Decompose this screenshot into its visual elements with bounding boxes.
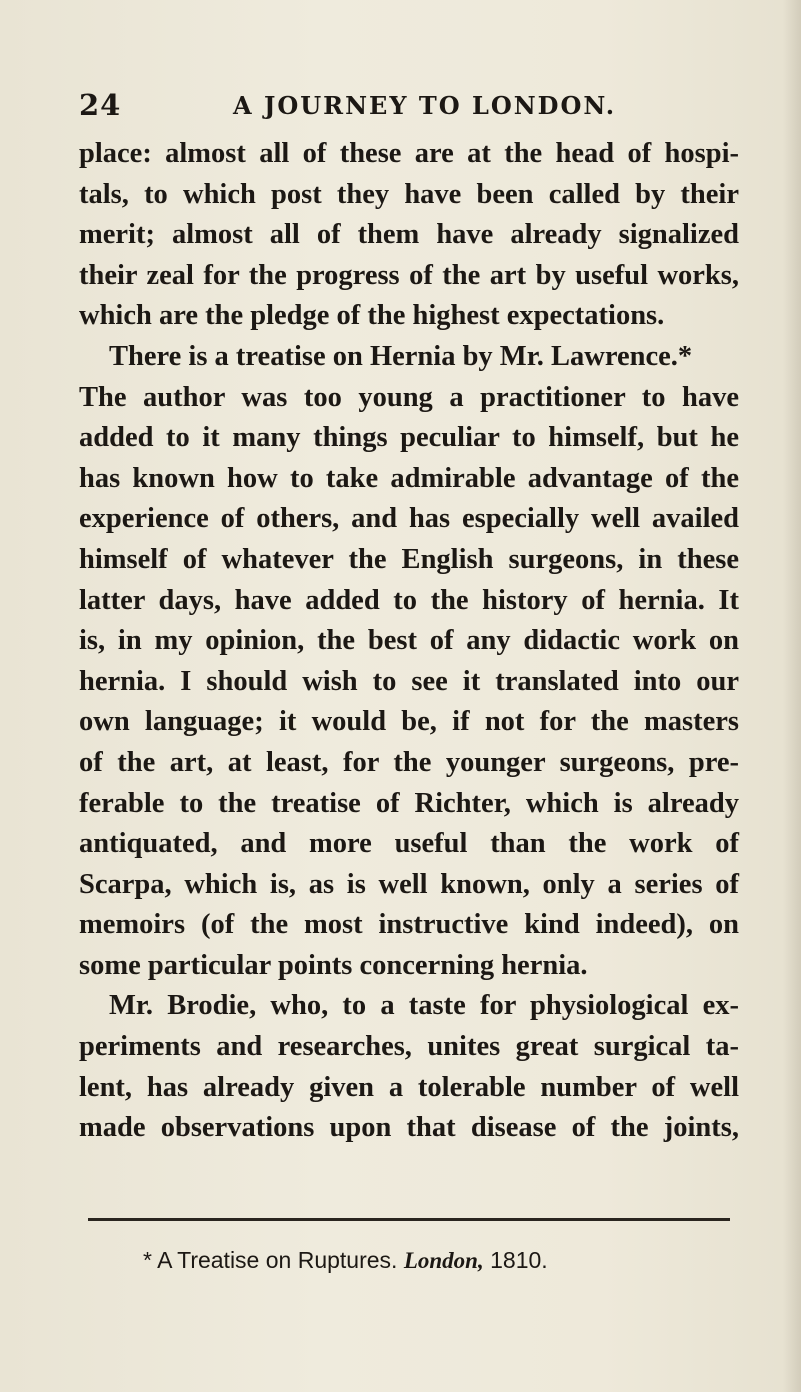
text-line: latter days, have added to the history of hernia. It	[79, 584, 739, 616]
text-line: There is a treatise on Hernia by Mr. Lawrence.*	[109, 340, 693, 372]
text-line: ferable to the treatise of Richter, which is already	[79, 787, 739, 819]
text-line: Mr. Brodie, who, to a taste for physiological ex-	[109, 990, 739, 1022]
text-line: their zeal for the progress of the art by useful works,	[79, 259, 739, 291]
page-number: 24	[79, 88, 122, 122]
text-line: The author was too young a practitioner to have	[79, 381, 739, 413]
text-line: experience of others, and has especially well availed	[79, 503, 739, 535]
text-line: memoirs (of the most instructive kind indeed), on	[79, 909, 739, 941]
running-head	[79, 88, 729, 124]
text-line: of the art, at least, for the younger surgeons, pre-	[79, 746, 739, 778]
footnote-title: * A Treatise on Ruptures.	[143, 1247, 398, 1273]
text-line: antiquated, and more useful than the work of	[79, 828, 739, 860]
page-edge-shadow	[783, 0, 801, 1392]
text-line: lent, has already given a tolerable number of well	[79, 1071, 739, 1103]
text-line: himself of whatever the English surgeons, in these	[79, 543, 739, 575]
text-line: added to it many things peculiar to himself, but he	[79, 422, 739, 454]
text-line: hernia. I should wish to see it translated into our	[79, 665, 739, 697]
footnote	[143, 1247, 548, 1274]
text-line: is, in my opinion, the best of any didactic work on	[79, 625, 739, 657]
text-line: which are the pledge of the highest expectations.	[79, 300, 665, 332]
text-line: Scarpa, which is, as is well known, only a series of	[79, 868, 739, 900]
text-line: some particular points concerning hernia.	[79, 949, 588, 981]
footnote-rule	[88, 1218, 730, 1221]
footnote-place: London,	[403, 1248, 484, 1273]
text-line: own language; it would be, if not for the masters	[79, 706, 739, 738]
text-line: merit; almost all of them have already signalized	[79, 219, 739, 251]
running-title: A JOURNEY TO LONDON.	[233, 91, 617, 120]
text-line: made observations upon that disease of the joints,	[79, 1112, 739, 1144]
body-text	[79, 134, 739, 1149]
text-line: has known how to take admirable advantage of the	[79, 462, 739, 494]
text-line: periments and researches, unites great surgical ta-	[79, 1031, 739, 1063]
text-line: place: almost all of these are at the head of hospi-	[79, 138, 739, 169]
text-line: tals, to which post they have been called by their	[79, 178, 739, 210]
footnote-year: 1810.	[490, 1247, 548, 1273]
